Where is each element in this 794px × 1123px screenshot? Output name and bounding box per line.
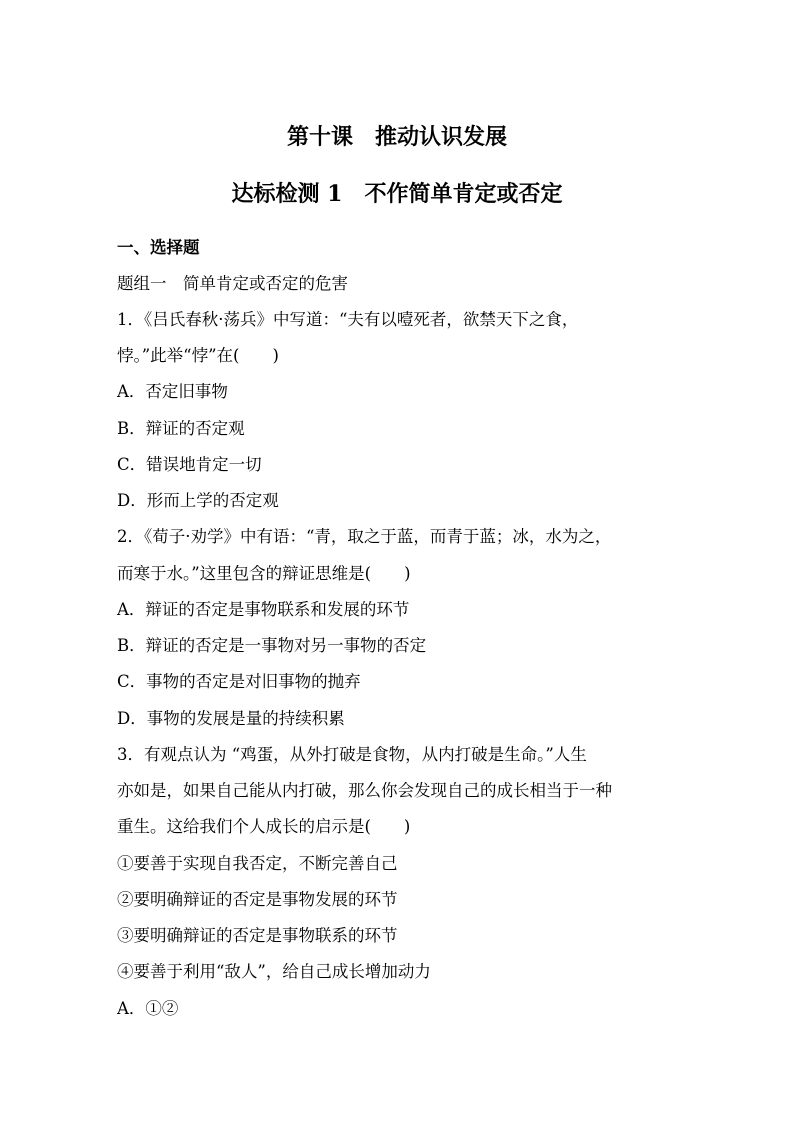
q3-statement-3: ③要明确辩证的否定是事物联系的环节 — [117, 926, 398, 945]
q2-option-a: A．辩证的否定是事物联系和发展的环节 — [117, 600, 410, 619]
q3-statement-2: ②要明确辩证的否定是事物发展的环节 — [117, 890, 398, 909]
q3-stem-line2: 亦如是，如果自己能从内打破，那么你会发现自己的成长相当于一种 — [117, 781, 612, 800]
q3-stem-line3: 重生。这给我们个人成长的启示是( ) — [117, 817, 411, 836]
q1-option-b: B．辩证的否定观 — [117, 419, 245, 438]
q1-option-a: A．否定旧事物 — [117, 382, 228, 401]
q2-stem-line2: 而寒于水。”这里包含的辩证思维是( ) — [117, 564, 411, 583]
test-title: 达标检测 1 不作简单肯定或否定 — [231, 181, 563, 207]
section-heading: 一、选择题 — [117, 238, 200, 257]
q3-statement-4: ④要善于利用“敌人”，给自己成长增加动力 — [117, 962, 431, 981]
q3-stem-line1: 3．有观点认为 “鸡蛋，从外打破是食物，从内打破是生命。”人生 — [117, 745, 587, 764]
lesson-title: 第十课 推动认识发展 — [286, 124, 507, 150]
q2-stem-line1: 2．《荀子·劝学》中有语：“青，取之于蓝，而青于蓝；冰，水为之， — [117, 527, 612, 546]
q1-option-c: C．错误地肯定一切 — [117, 455, 262, 474]
q1-option-d: D．形而上学的否定观 — [117, 491, 279, 510]
q2-option-c: C．事物的否定是对旧事物的抛弃 — [117, 672, 361, 691]
q2-option-b: B．辩证的否定是一事物对另一事物的否定 — [117, 636, 427, 655]
q3-option-a: A．①② — [117, 999, 179, 1018]
q1-stem-line1: 1．《吕氏春秋·荡兵》中写道：“夫有以噎死者，欲禁天下之食， — [117, 310, 579, 329]
q1-stem-line2: 悖。”此举“悖”在( ) — [117, 346, 279, 365]
q2-option-d: D．事物的发展是量的持续积累 — [117, 709, 345, 728]
q3-statement-1: ①要善于实现自我否定，不断完善自己 — [117, 854, 398, 873]
group-heading: 题组一 简单肯定或否定的危害 — [117, 274, 348, 293]
